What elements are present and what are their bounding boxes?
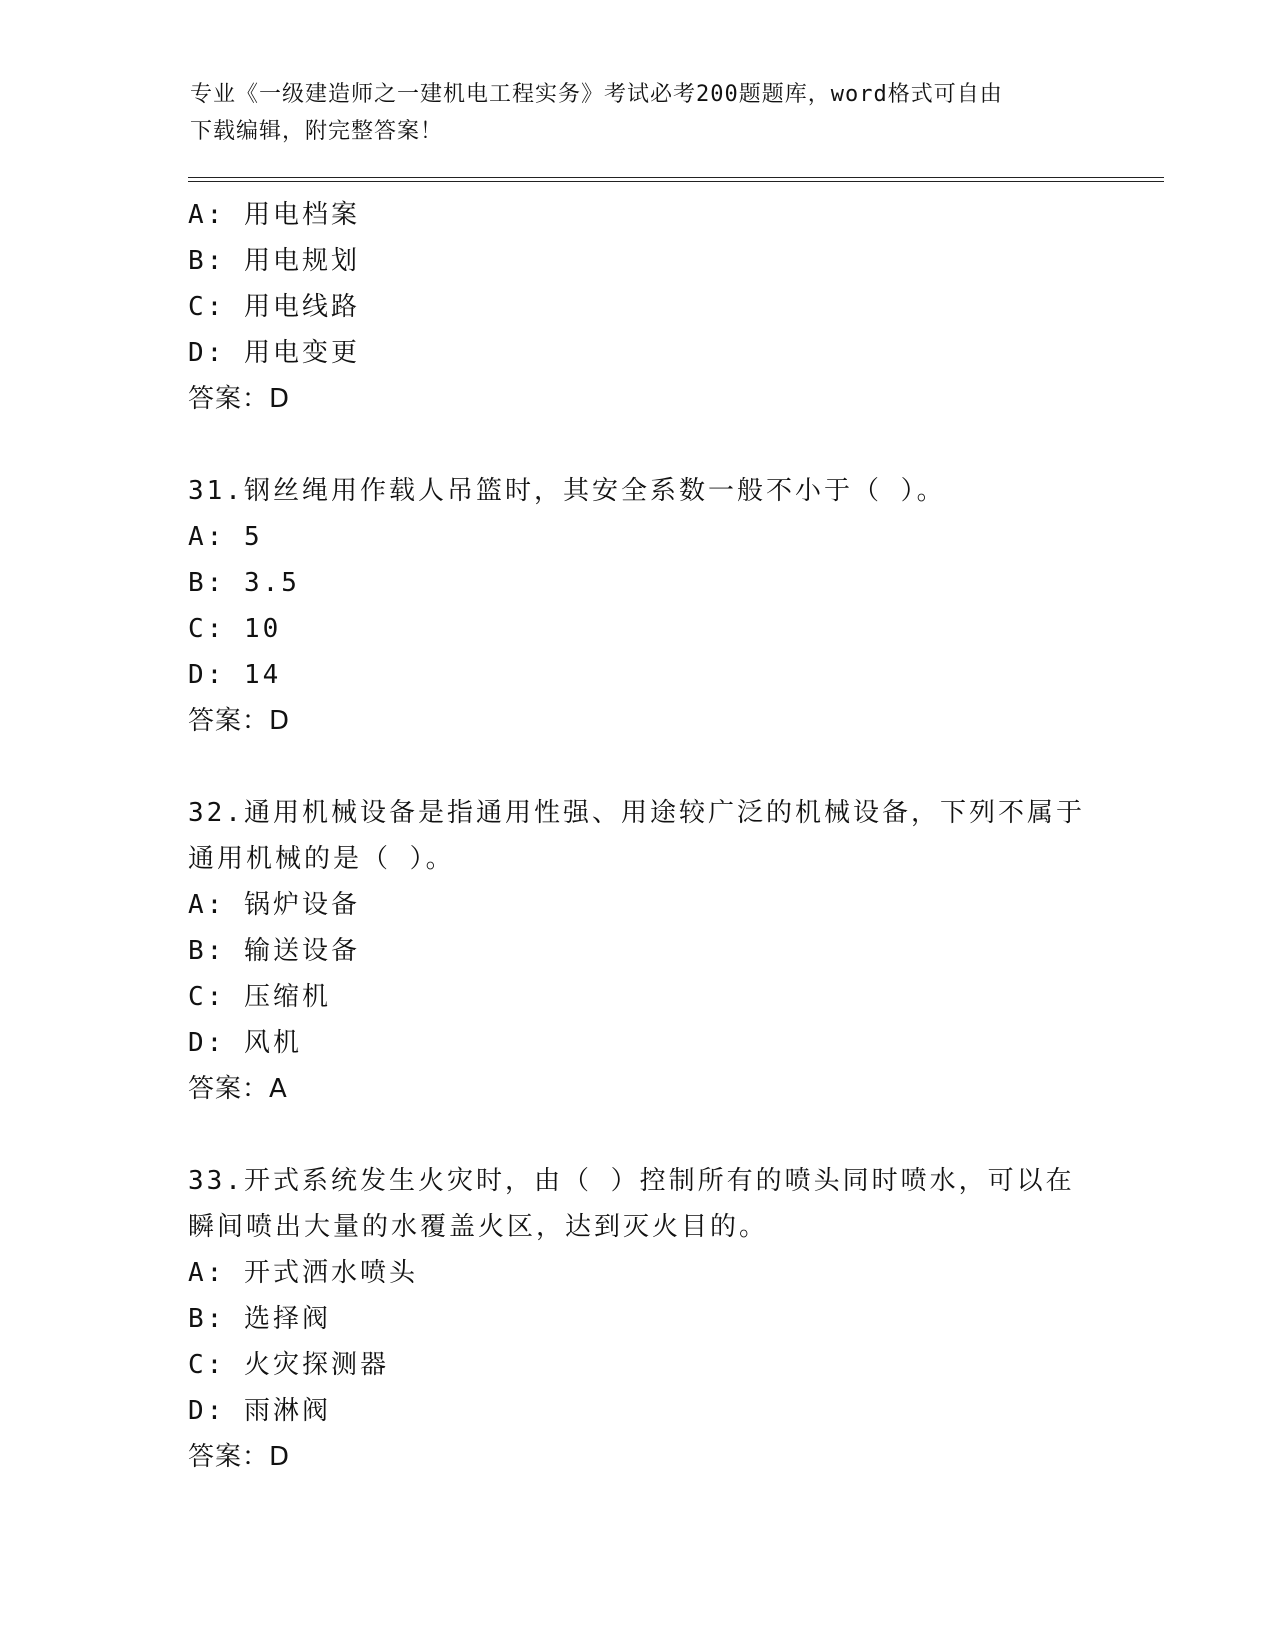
option-a: A: 用电档案 (188, 200, 360, 230)
option-c: C: 10 (188, 614, 282, 644)
header-divider (188, 177, 1164, 182)
answer-value: D (269, 706, 291, 736)
answer-label: 答案： (188, 706, 270, 736)
option-c: C: 压缩机 (188, 982, 331, 1012)
spacer (188, 422, 1088, 468)
question-31 (188, 468, 1088, 744)
option-c: C: 火灾探测器 (188, 1350, 389, 1380)
option-d: D: 用电变更 (188, 338, 360, 368)
option-b: B: 用电规划 (188, 246, 360, 276)
answer-value: A (269, 1074, 288, 1104)
question-stem-line-1: 32.通用机械设备是指通用性强、用途较广泛的机械设备，下列不属于 (188, 798, 1085, 828)
spacer (188, 744, 1088, 790)
answer-line (188, 698, 1088, 744)
spacer (188, 1112, 1088, 1158)
option-a: A: 开式洒水喷头 (188, 1258, 418, 1288)
answer-line (188, 1434, 1088, 1480)
answer-line (188, 1066, 1088, 1112)
answer-line (188, 376, 1088, 422)
answer-label: 答案： (188, 384, 270, 414)
page-header (190, 76, 1070, 150)
header-line-2: 下载编辑，附完整答案！ (190, 119, 444, 144)
option-a: A: 锅炉设备 (188, 890, 360, 920)
option-b: B: 选择阀 (188, 1304, 331, 1334)
question-stem: 31.钢丝绳用作载人吊篮时，其安全系数一般不小于（ ）。 (188, 476, 946, 506)
question-30 (188, 192, 1088, 422)
option-d: D: 风机 (188, 1028, 302, 1058)
option-b: B: 3.5 (188, 568, 300, 598)
answer-label: 答案： (188, 1442, 270, 1472)
answer-label: 答案： (188, 1074, 270, 1104)
header-line-1: 专业《一级建造师之一建机电工程实务》考试必考200题题库，word格式可自由 (190, 82, 1003, 107)
option-a: A: 5 (188, 522, 263, 552)
option-c: C: 用电线路 (188, 292, 360, 322)
question-stem-line-2: 通用机械的是（ ）。 (188, 844, 455, 874)
option-d: D: 雨淋阀 (188, 1396, 331, 1426)
option-b: B: 输送设备 (188, 936, 360, 966)
answer-value: D (269, 384, 291, 414)
question-list (188, 192, 1088, 1480)
question-32 (188, 790, 1088, 1112)
option-d: D: 14 (188, 660, 282, 690)
answer-value: D (269, 1442, 291, 1472)
question-33 (188, 1158, 1088, 1480)
question-stem-line-2: 瞬间喷出大量的水覆盖火区，达到灭火目的。 (188, 1212, 769, 1242)
question-stem-line-1: 33.开式系统发生火灾时，由（ ）控制所有的喷头同时喷水，可以在 (188, 1166, 1075, 1196)
